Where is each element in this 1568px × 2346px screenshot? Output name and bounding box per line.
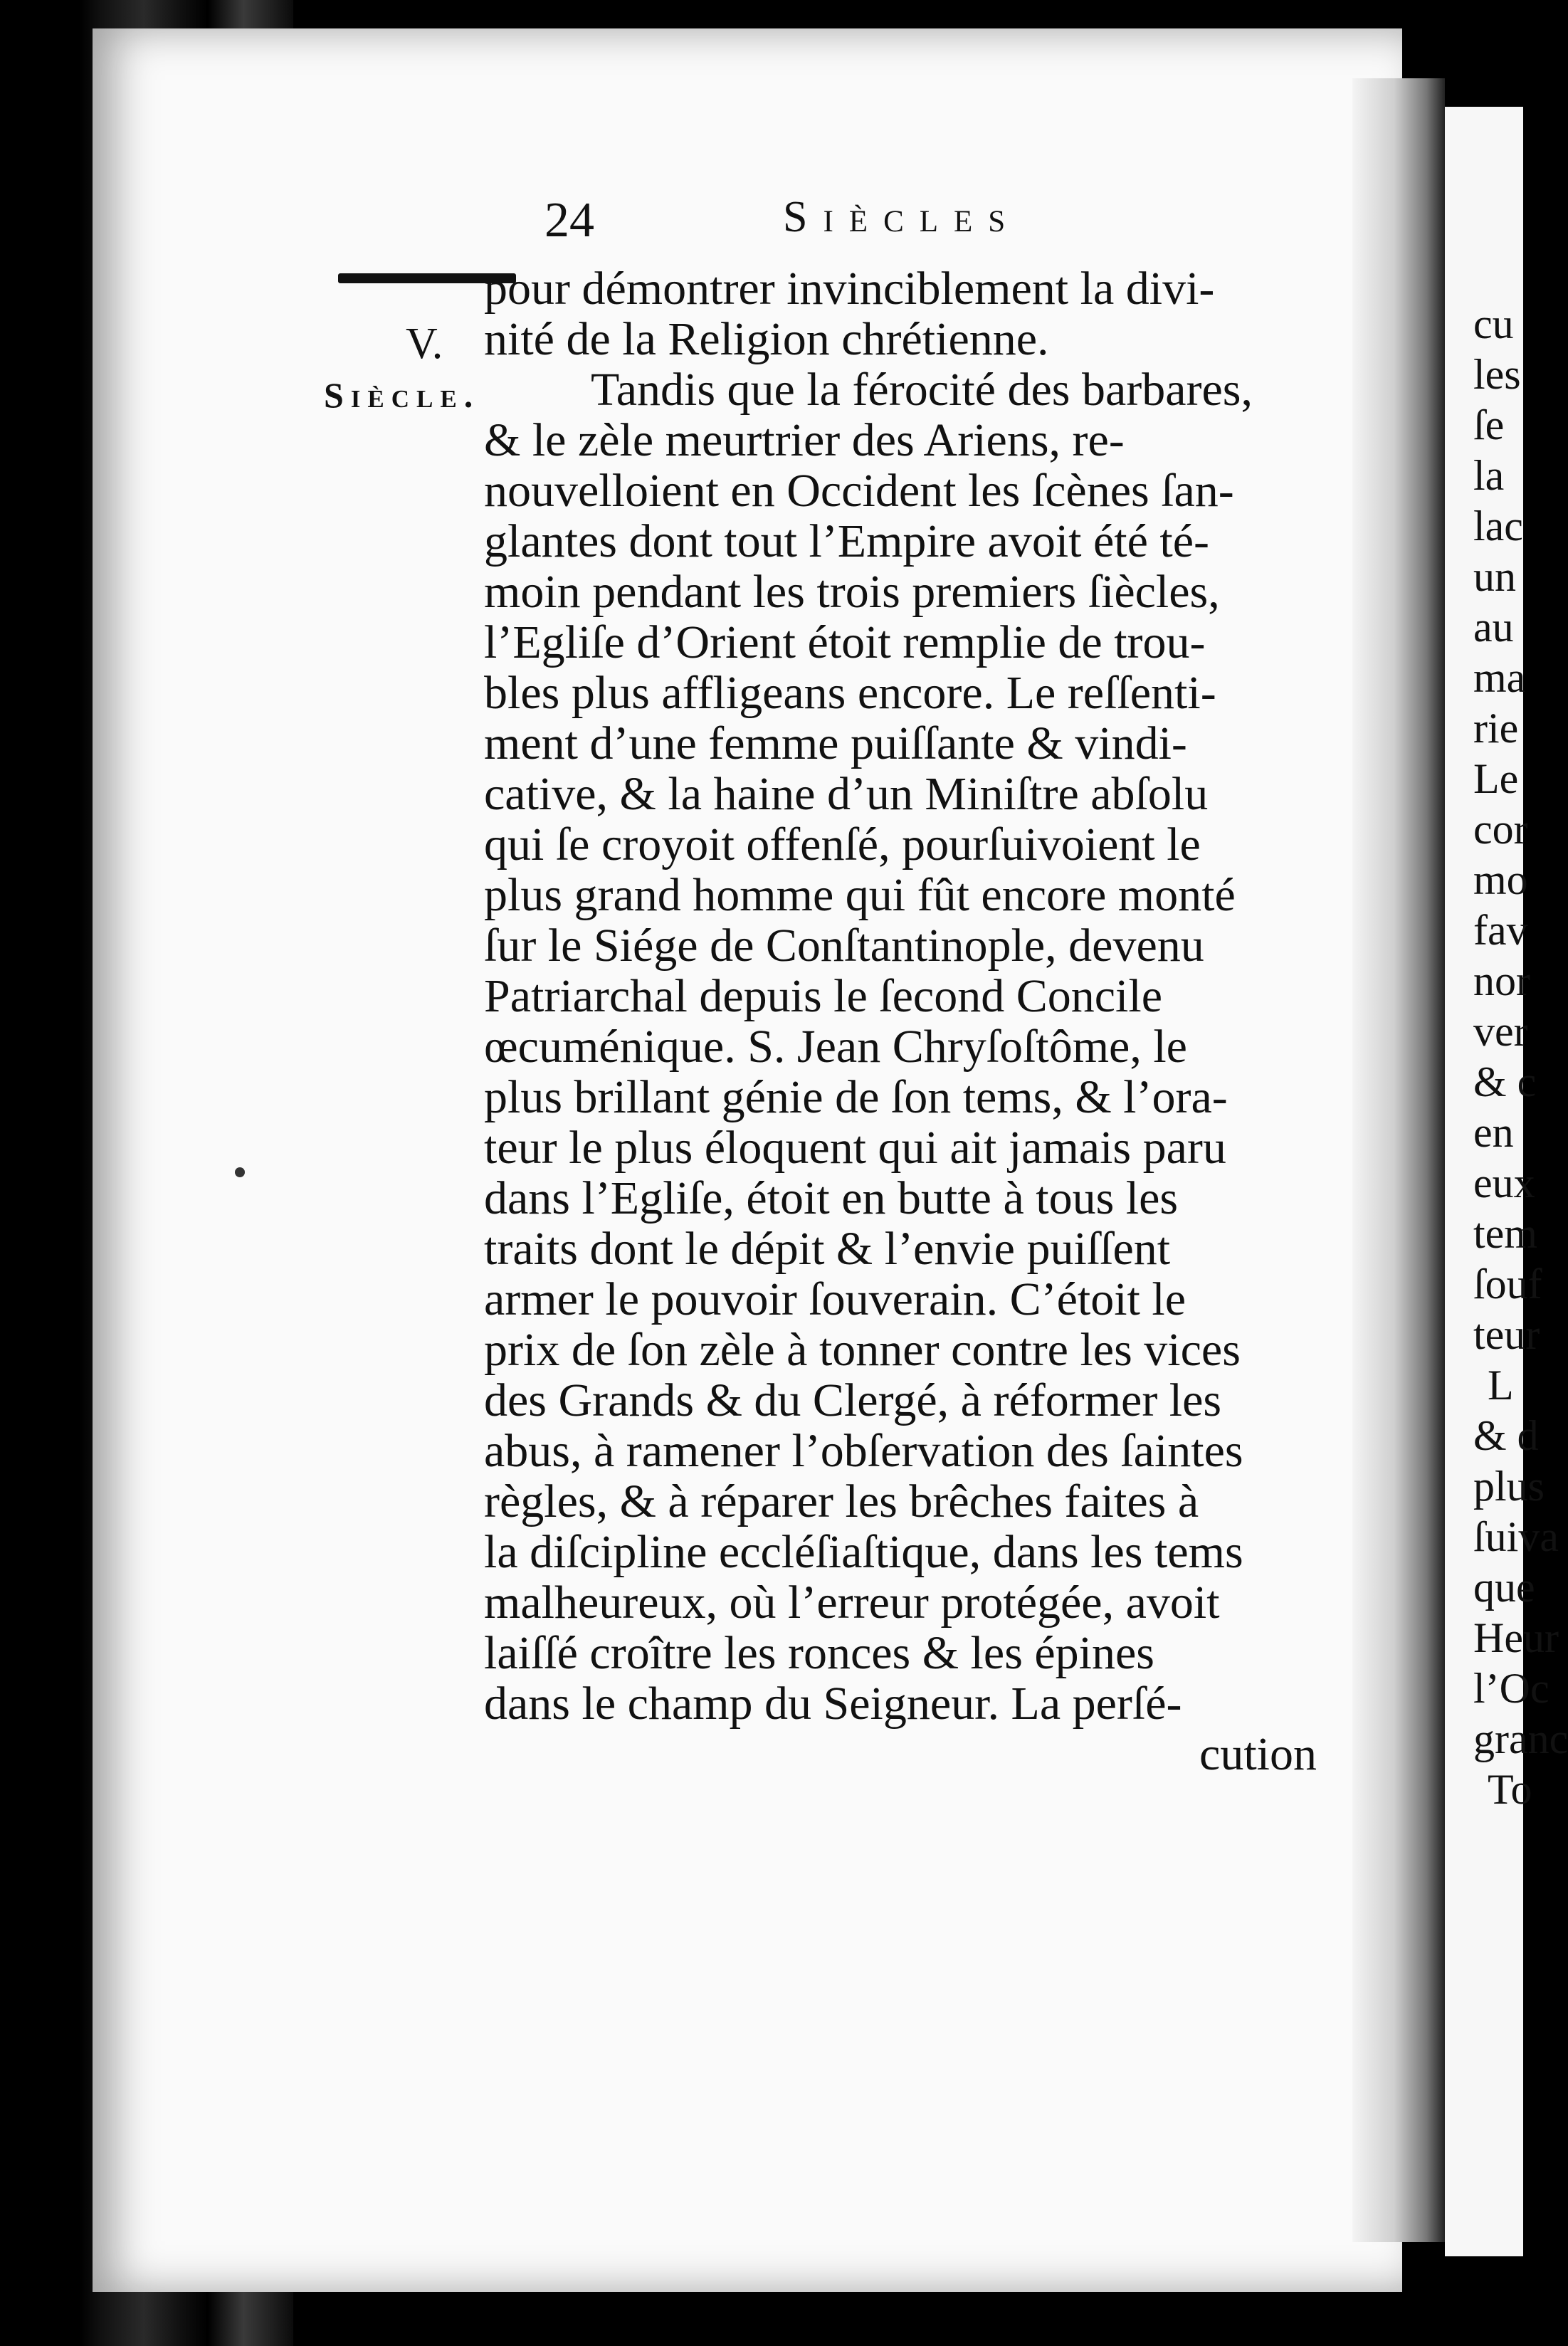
right-page-line: L xyxy=(1488,1362,1514,1409)
right-page-line: les xyxy=(1473,351,1521,398)
text-line: & le zèle meurtrier des Ariens, re- xyxy=(484,414,1125,466)
page-number: 24 xyxy=(544,193,594,248)
right-page-line: rie xyxy=(1473,705,1519,752)
text-line: prix de ſon zèle à tonner contre les vices xyxy=(484,1324,1241,1376)
text-line: ment d’une femme puiſſante & vindi- xyxy=(484,717,1187,769)
right-page-line: lac xyxy=(1473,503,1523,549)
right-page-line: ſuiva xyxy=(1473,1513,1559,1560)
running-head xyxy=(0,192,1523,256)
right-page-line: la xyxy=(1473,452,1505,499)
ink-speck xyxy=(235,1167,245,1177)
right-page-line: tem xyxy=(1473,1210,1537,1257)
right-page-line: granc xyxy=(1473,1715,1568,1762)
text-line: traits dont le dépit & l’envie puiſſent xyxy=(484,1223,1171,1275)
text-line: dans le champ du Seigneur. La perſé- xyxy=(484,1678,1182,1730)
margin-century-label: Siècle. xyxy=(324,375,480,415)
text-line: plus grand homme qui fût encore monté xyxy=(484,869,1236,921)
right-page-line: fav xyxy=(1473,907,1528,954)
right-page-line: cu xyxy=(1473,300,1514,347)
text-line: dans l’Egliſe, étoit en butte à tous les xyxy=(484,1172,1179,1224)
text-line: cative, & la haine d’un Miniſtre abſolu xyxy=(484,768,1209,820)
right-page-line: ver xyxy=(1473,1008,1528,1055)
page-gutter-fold xyxy=(1352,78,1445,2242)
text-line: des Grands & du Clergé, à réformer les xyxy=(484,1374,1222,1426)
right-page-line: Heur xyxy=(1473,1614,1559,1661)
right-page-line: en xyxy=(1473,1109,1514,1156)
text-line: ſur le Siége de Conſtantinople, devenu xyxy=(484,920,1204,972)
right-page-line: nor xyxy=(1473,957,1530,1004)
text-line: abus, à ramener l’obſervation des ſaintes xyxy=(484,1425,1243,1477)
right-page-line: & c xyxy=(1473,1058,1537,1105)
right-page-line: To xyxy=(1488,1766,1532,1813)
text-line: œcuménique. S. Jean Chryſoſtôme, le xyxy=(484,1021,1187,1073)
catchword: cution xyxy=(1199,1728,1317,1780)
text-line: malheureux, où l’erreur protégée, avoit xyxy=(484,1577,1220,1629)
right-page-line: au xyxy=(1473,604,1514,651)
text-line: pour démontrer invinciblement la divi- xyxy=(484,263,1215,315)
text-line: nité de la Religion chrétienne. xyxy=(484,313,1049,365)
text-line: armer le pouvoir ſouverain. C’étoit le xyxy=(484,1273,1186,1325)
right-page-line: plus xyxy=(1473,1463,1545,1510)
right-page-line: un xyxy=(1473,553,1516,600)
right-page-text xyxy=(1445,299,1568,1815)
right-page-edge xyxy=(1445,107,1568,2256)
right-page-line: cor xyxy=(1473,806,1528,853)
right-page-line: eux xyxy=(1473,1159,1535,1206)
text-line: Patriarchal depuis le ſecond Concile xyxy=(484,970,1163,1022)
text-line: la diſcipline eccléſiaſtique, dans les tems xyxy=(484,1526,1243,1578)
text-line: Tandis que la férocité des barbares, xyxy=(591,364,1253,416)
right-page-line: teur xyxy=(1473,1311,1540,1358)
right-page-line: que xyxy=(1473,1564,1535,1611)
text-line: l’Egliſe d’Orient étoit remplie de trou- xyxy=(484,616,1206,668)
right-page-line: ma xyxy=(1473,654,1526,701)
body-text xyxy=(484,263,1359,1779)
text-line: qui ſe croyoit offenſé, pourſuivoient le xyxy=(484,819,1201,870)
text-line: teur le plus éloquent qui ait jamais paru xyxy=(484,1122,1226,1174)
running-head-title: Siècles xyxy=(783,193,1021,241)
text-line: règles, & à réparer les brêches faites à xyxy=(484,1476,1199,1527)
text-line: glantes dont tout l’Empire avoit été té- xyxy=(484,515,1210,567)
right-page-line: Le xyxy=(1473,755,1519,802)
text-line: nouvelloient en Occident les ſcènes ſan- xyxy=(484,465,1234,517)
text-line: plus brillant génie de ſon tems, & l’ora- xyxy=(484,1071,1228,1123)
right-page-line: & d xyxy=(1473,1412,1539,1459)
margin-century-numeral: V. xyxy=(406,320,443,368)
right-page-line: mo xyxy=(1473,856,1528,903)
text-line: bles plus affligeans encore. Le reſſenti- xyxy=(484,667,1216,719)
text-line: laiſſé croître les ronces & les épines xyxy=(484,1627,1154,1679)
right-page-line: ſe xyxy=(1473,401,1505,448)
text-line: moin pendant les trois premiers ſiècles, xyxy=(484,566,1220,618)
right-page-line: l’Oc xyxy=(1473,1665,1549,1712)
right-page-line: ſouf xyxy=(1473,1261,1542,1308)
